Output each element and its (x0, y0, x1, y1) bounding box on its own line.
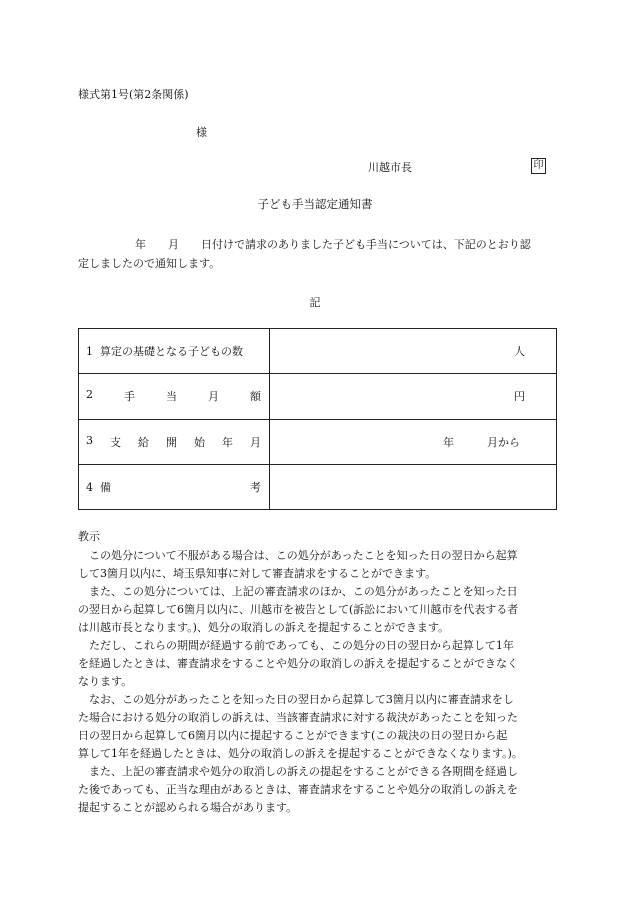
item-label-char: 始 (194, 435, 205, 449)
document-title: 子ども手当認定通知書 (257, 197, 373, 211)
item-label-char: 年 (222, 435, 233, 449)
intro-line-1: 年 月 日付けで請求のありました子ども手当については、下記のとおり認 (135, 238, 531, 251)
form-number: 様式第1号(第2条関係) (78, 88, 189, 101)
kyouji-heading: 教示 (78, 530, 100, 543)
kyouji-line: この処分について不服がある場合は、この処分があったことを知った日の翌日から起算 (78, 549, 518, 562)
table-row (79, 419, 557, 464)
item-label-char: 支 (110, 435, 121, 449)
item-value (270, 329, 557, 374)
issuer-name: 川越市長 (368, 161, 412, 174)
kyouji-line: た後であっても、正当な理由があるときは、審査請求をすることや処分の取消しの訴えを (78, 783, 518, 796)
item-unit: 円 (514, 390, 525, 404)
table-row (79, 374, 557, 419)
item-number: 2 (86, 388, 93, 402)
item-number: 1 (86, 345, 93, 359)
items-table (78, 328, 557, 510)
item-label-text: 算定の基礎となる子どもの数 (100, 345, 243, 359)
kyouji-line: 算して1年を経過したときは、処分の取消しの訴えを提起することができなくなります。)。 (78, 747, 523, 760)
recipient-suffix: 様 (196, 126, 207, 139)
item-label (79, 464, 270, 509)
kyouji-line: を経過したときは、審査請求をすることや処分の取消しの訴えを提起することができなく (78, 657, 518, 670)
kyouji-line: また、この処分については、上記の審査請求のほか、この処分があったことを知った日 (78, 585, 518, 598)
item-label (79, 419, 270, 464)
item-label-char: 当 (166, 390, 177, 404)
item-label (79, 329, 270, 374)
kyouji-line: は川越市長となります。)、処分の取消しの訴えを提起することができます。 (78, 621, 450, 634)
item-label-char: 給 (138, 435, 149, 449)
item-value (270, 374, 557, 419)
kyouji-line: の翌日から起算して6箇月以内に、川越市を被告として(訴訟において川越市を代表する者 (78, 603, 519, 616)
item-value (270, 419, 557, 464)
item-label-char: 月 (250, 435, 261, 449)
item-number: 3 (86, 433, 93, 447)
kyouji-line: 日の翌日から起算して6箇月以内に提起することができます(この裁決の日の翌日から起 (78, 729, 508, 742)
item-unit: 人 (514, 345, 525, 359)
item-label-char: 備 (100, 480, 111, 494)
kyouji-body (78, 547, 558, 817)
item-label-char: 考 (250, 480, 261, 494)
item-number: 4 (86, 480, 93, 494)
item-label-char: 開 (166, 435, 177, 449)
kyouji-line: して3箇月以内に、埼玉県知事に対して審査請求をすることができます。 (78, 567, 437, 580)
table-row (79, 329, 557, 374)
item-label (79, 374, 270, 419)
kyouji-line: ただし、これらの期間が経過する前であっても、この処分の日の翌日から起算して1年 (78, 639, 514, 652)
item-unit: 年 月から (443, 435, 520, 449)
item-label-char: 手 (124, 390, 135, 404)
seal-mark: 印 (531, 158, 546, 174)
kyouji-line: なります。 (78, 675, 133, 688)
item-label-char: 月 (208, 390, 219, 404)
ki-heading: 記 (309, 296, 321, 309)
item-label-char: 額 (250, 390, 261, 404)
kyouji-line: また、上記の審査請求や処分の取消しの訴えの提起をすることができる各期間を経過し (78, 765, 518, 778)
table-row (79, 464, 557, 509)
intro-line-2: 定しましたので通知します。 (78, 257, 221, 270)
kyouji-line: なお、この処分があったことを知った日の翌日から起算して3箇月以内に審査請求をし (78, 693, 514, 706)
item-value (270, 464, 557, 509)
kyouji-line: た場合における処分の取消しの訴えは、当該審査請求に対する裁決があったことを知った (78, 711, 518, 724)
kyouji-line: 提起することが認められる場合があります。 (78, 801, 298, 814)
